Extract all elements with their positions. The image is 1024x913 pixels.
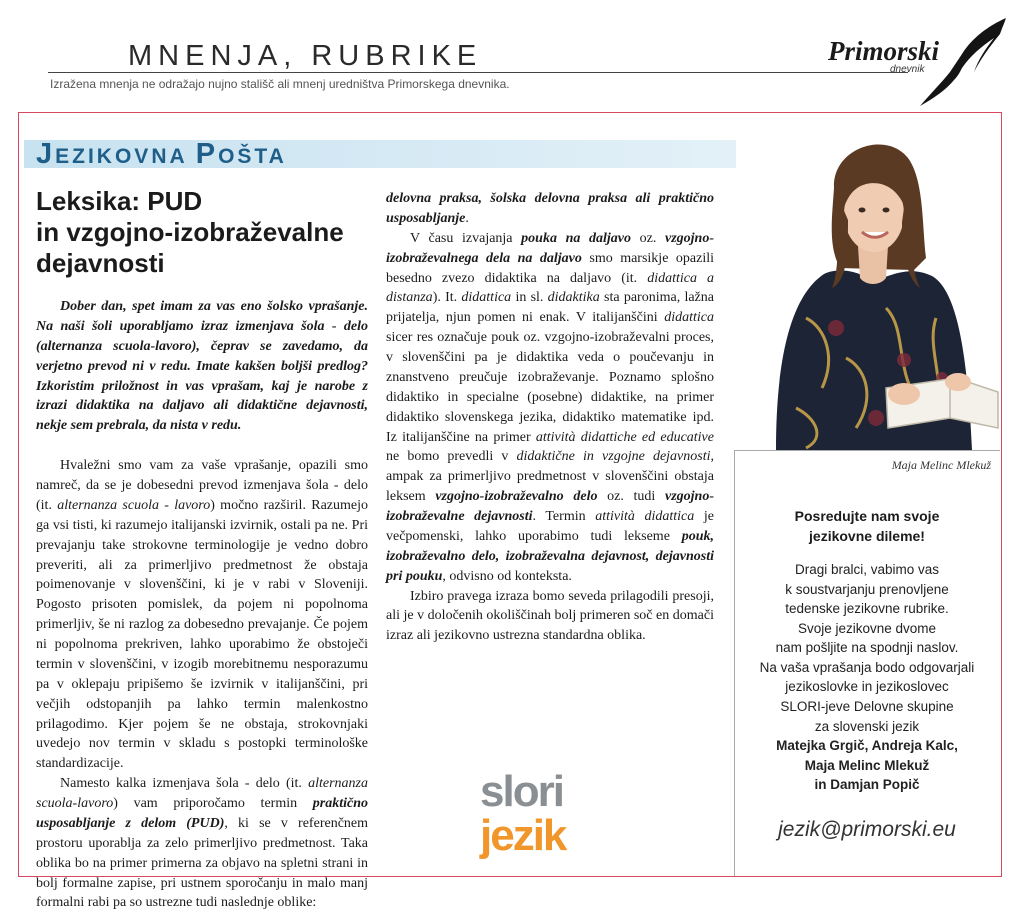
- answer-paragraph-continued: delovna praksa, šolska delovna praksa ali praktično usposabljanje.: [386, 191, 714, 226]
- contributor-names: Matejka Grgič, Andreja Kalc,: [776, 738, 958, 754]
- section-title: MNENJA, RUBRIKE: [128, 40, 483, 72]
- contact-email-link[interactable]: jezik@primorski.eu: [778, 818, 956, 841]
- answer-paragraph: Namesto kalka izmenjava šola - delo (it. alternanza scuola-lavoro) vam priporočamo termin praktično usposabljanje z delom (PUD), ki se v referenčnem prostoru uporablja za zelo primerljivo predmetnost. Taka oblika bo na primer primerna za objavo na spletni strani in bolj formalne zapise, pri ustnem sporočanju in malo manj formalni rabi pa so ustrezne tudi naslednje oblike:: [36, 776, 369, 911]
- contributor-names: Maja Melinc Mlekuž: [804, 757, 930, 773]
- logo-subtitle: dnevnik: [890, 64, 925, 75]
- column-title: JEZIKOVNA POŠTA: [36, 138, 287, 170]
- cta-body: Dragi bralci, vabimo vas k soustvarjanju prenovljene tedenske jezikovne rubrike. Svoje jezikovne dvome nam pošljite na spodnji naslov. Na vaša vprašanja bodo odgovarjali jezikoslovke in jezikoslovec SLORI-jeve Delovne skupine za slovenski jezik Matejka Grgič, Andreja Kalc, Maja Melinc Mlekuž in Damjan Popič: [734, 560, 1000, 795]
- article-column-left: [36, 297, 368, 913]
- answer-paragraph: Izbiro pravega izraza bomo seveda prilagodili presoji, ali je v določenih okoliščinah bolj primeren soč en domači izraz ali jezikovno ustrezna standardna oblika.: [386, 588, 714, 644]
- primorski-logo[interactable]: [828, 16, 1008, 108]
- author-photo: [736, 128, 1000, 450]
- slori-jezik-logo[interactable]: [478, 766, 618, 858]
- reader-question: Dober dan, spet imam za vas eno šolsko vprašanje. Na naši šoli uporabljamo izraz izmenjava šola - delo (alternanza scuola-lavoro), čeprav se zavedamo, da verjetno prevod ni v redu. Imate kakšen boljši predlog? Izkoristim priložnost in vas vprašam, kaj je narobe z izrazi didaktika na daljavo ali didaktične dejavnosti, nekje sem prebrala, da nista v redu.: [36, 299, 368, 434]
- jezik-logo-word: jezik: [480, 811, 566, 860]
- cta-heading: Posredujte nam svoje jezikovne dileme!: [794, 508, 940, 545]
- slori-logo-word: slori: [480, 767, 563, 816]
- contributor-names: in Damjan Popič: [814, 777, 920, 793]
- article-column-middle: [386, 189, 714, 646]
- answer-paragraph: Hvaležni smo vam za vaše vprašanje, opazili smo namreč, da se je dobesedni prevod izmenjava šola - delo (it. alternanza scuola - lavoro) močno razširil. Razumejo ga vsi tisti, ki razumejo italijanski izvirnik, ostali pa ne. Pri prevajanju take strokovne terminologije je vedno dobro preveriti, ali za primerljivo predmetnost že obstaja poimenovanje v slovenščini, ki je v rabi v Sloveniji. Pogosto prisoten pomislek, da pojem ni popolnoma primerljiv, še ni razlog za dobesedno prevajanje. Če pojem ni popolnoma prekriven, lahko uporabimo že obstoječi termin v slovenščini, v izogib morebitnemu nesporazumu pa v oklepaju pripišemo še izvirnik v italijanščini, pri večjih odstopanjih pa lahko termin malenkostno prilagodimo. Kjer pojem še ne obstaja, strokovnjaki uvedejo nov termin v skladu s postopki terminološke standardizacije.: [36, 458, 368, 772]
- seagull-icon: [916, 16, 1008, 108]
- disclaimer-text: Izražena mnenja ne odražajo nujno stališč ali mnenj uredništva Primorskega dnevnika.: [50, 77, 510, 91]
- photo-caption: Maja Melinc Mlekuž: [891, 458, 991, 472]
- header-divider: [48, 72, 908, 73]
- logo-name: Primorski: [828, 36, 940, 66]
- answer-paragraph: V času izvajanja pouka na daljavo oz. vzgojno-izobraževalnega dela na daljavo smo marsikje opazili besedno zvezo didaktika na daljavo (it. didattica a distanza). It. didattica in sl. didaktika sta paronima, lažna prijatelja, njun pomen ni enak. V italijanščini didattica sicer res označuje pouk oz. vzgojno-izobraževalni proces, v slovenščini pa je didaktika veda o poučevanju in znanstveno preučuje izobraževanje. Poznamo splošno didaktiko in specialne (posebne) didaktike, na primer didaktiko slovenskega jezika, didaktiko matematike ipd. Iz italijanščine na primer attività didattiche ed educative ne bomo prevedli v didaktične in vzgojne dejavnosti, ampak za primerljivo predmetnost v slovenščini obstaja leksem vzgojno-izobraževalno delo oz. tudi vzgojno-izobraževalne dejavnosti. Termin attività didattica je večpomenski, lahko uporabimo tudi lekseme pouk, izobraževalno delo, izobraževalna dejavnost, dejavnosti pri pouku, odvisno od konteksta.: [386, 230, 715, 584]
- article-headline: Leksika: PUD in vzgojno-izobraževalne dejavnosti: [36, 186, 344, 279]
